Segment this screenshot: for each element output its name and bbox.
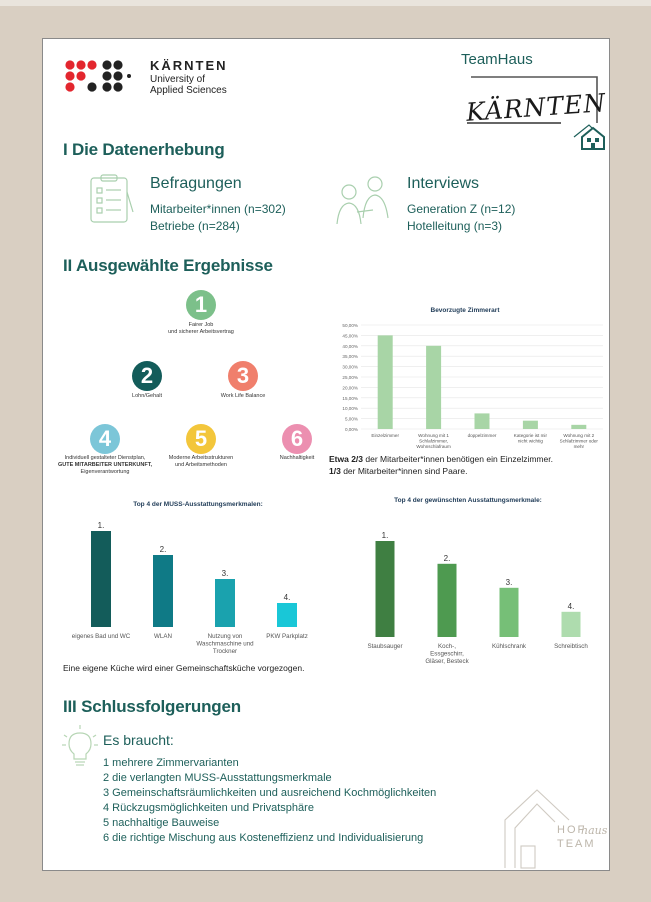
bar-4 (277, 603, 297, 627)
section-2-title: II Ausgewählte Ergebnisse (63, 256, 273, 275)
conclusion-item: 3 Gemeinschaftsräumlichkeiten und ausreichend Kochmöglichkeiten (103, 787, 437, 799)
hofteam-script: haus (581, 824, 608, 837)
wished-features-chart (339, 515, 619, 665)
rank-label: 4. (567, 601, 575, 611)
rank-label: 1. (97, 521, 105, 530)
bar-4 (523, 421, 538, 429)
bar-1 (91, 531, 111, 627)
ranking-label-1 (141, 322, 261, 336)
room-note-bold1: Etwa 2/3 (329, 454, 364, 464)
ranking-circle-2: 2 (132, 361, 162, 391)
bar-1 (378, 335, 393, 429)
y-tick-label: 15,00% (342, 395, 358, 401)
house-badge-icon (579, 125, 607, 151)
lightbulb-icon (60, 723, 100, 767)
category-label: Nutzung von (207, 633, 243, 640)
bar-2 (438, 564, 457, 637)
ranking-label-line: Work Life Balance (220, 393, 266, 399)
hofteam-line1: HOF (557, 824, 587, 836)
ranking-label-line: Lohn/Gehalt (132, 393, 162, 399)
bar-2 (153, 555, 173, 627)
ranking-circle-3: 3 (228, 361, 258, 391)
ranking-circle-1: 1 (186, 290, 216, 320)
rank-label: 2. (443, 553, 451, 563)
ranking-label-line: Moderne Arbeitsstrukturen (168, 455, 234, 461)
y-tick-label: 50,00% (342, 323, 358, 328)
x-tick-label: Wohnschlafraum (416, 443, 451, 449)
wish-chart-title: Top 4 der gewünschten Ausstattungsmerkmale: (394, 497, 542, 504)
muss-features-chart (53, 515, 333, 665)
room-type-chart (319, 313, 609, 453)
ranking-label-line: Fairer Job (188, 322, 214, 328)
section-1-title: I Die Datenerhebung (63, 140, 225, 159)
room-note-rest2: der Mitarbeiter*innen sind Paare. (340, 466, 468, 476)
bar-5 (571, 425, 586, 429)
x-tick-label: Wohnung mit 2 (563, 433, 595, 438)
ranking-label-line: und sicherer Arbeitsvertrag (168, 329, 234, 335)
ranking-circle-5: 5 (186, 424, 216, 454)
bar-3 (215, 579, 235, 627)
interviews-title: Interviews (407, 175, 480, 192)
university-line1: University of (150, 74, 206, 85)
bar-3 (500, 588, 519, 637)
kitchen-note: Eine eigene Küche wird einer Gemeinschaftsküche vorgezogen. (63, 663, 305, 673)
ranking-label-line: GUTE MITARBEITER UNTERKUNFT, (57, 462, 152, 468)
poster (42, 38, 610, 871)
category-label: Staubsauger (367, 643, 403, 650)
y-tick-label: 5,00% (344, 416, 358, 422)
x-tick-label: mehr (573, 443, 585, 449)
surveys-line1: Mitarbeiter*innen (n=302) (150, 202, 286, 216)
conclusion-item: 6 die richtige Mischung aus Kosteneffizienz und Individualisierung (103, 832, 424, 844)
ranking-label-3 (183, 393, 303, 400)
university-logo (63, 58, 243, 100)
rank-label: 2. (159, 545, 167, 554)
y-tick-label: 30,00% (342, 364, 358, 370)
x-tick-label: Kategorie ist mir (513, 433, 548, 438)
y-tick-label: 0,00% (344, 427, 358, 432)
room-note-rest1: der Mitarbeiter*innen benötigen ein Einzelzimmer. (363, 454, 553, 464)
category-label: Essgeschirr, (430, 650, 464, 658)
conclusion-item: 1 mehrere Zimmervarianten (103, 757, 239, 769)
ranking-label-line: Nachhaltigkeit (279, 455, 315, 461)
ranking-circle-4: 4 (90, 424, 120, 454)
x-tick-label: Einzelzimmer (371, 433, 399, 438)
x-tick-label: doppelzimmer (467, 433, 497, 438)
surveys-title: Befragungen (150, 175, 242, 192)
x-tick-label: nicht wichtig (517, 438, 543, 444)
category-label: Trockner (212, 648, 238, 655)
rank-label: 1. (381, 531, 389, 540)
hofteam-logo (499, 784, 609, 870)
y-tick-label: 25,00% (342, 375, 358, 380)
y-tick-label: 40,00% (342, 343, 358, 349)
university-line2: Applied Sciences (150, 85, 227, 96)
clipboard-icon (83, 172, 135, 224)
bar-3 (475, 413, 490, 429)
room-note (329, 453, 609, 477)
section-3-title: III Schlussfolgerungen (63, 697, 241, 716)
university-dots-icon (63, 58, 131, 100)
interviews-line2: Hotelleitung (n=3) (407, 219, 503, 233)
interview-people-icon (333, 172, 393, 228)
x-tick-label: Wohnung mit 1 (418, 433, 450, 438)
x-tick-label: Schlafzimmer, (419, 438, 449, 444)
room-chart-title: Bevorzugte Zimmerart (430, 307, 500, 314)
bar-2 (426, 346, 441, 429)
category-label: Waschmaschine und (196, 640, 254, 648)
category-label: Kühlschrank (491, 643, 527, 650)
rank-label: 3. (505, 577, 513, 587)
ranking-circle-6: 6 (282, 424, 312, 454)
rank-label: 4. (283, 593, 291, 602)
university-name: KÄRNTEN (150, 58, 228, 73)
category-label: WLAN (154, 633, 172, 640)
x-tick-label: Schlafzimmer oder (559, 438, 598, 444)
category-label: Gläser, Besteck (425, 658, 469, 665)
conclusion-item: 4 Rückzugsmöglichkeiten und Privatsphäre (103, 802, 314, 814)
ranking-label-line: und Arbeitsmethoden (175, 462, 227, 468)
category-label: Schreibtisch (554, 643, 588, 650)
y-tick-label: 45,00% (342, 333, 358, 339)
teamhaus-main: KÄRNTEN (465, 88, 608, 127)
conclusions-list (103, 756, 513, 846)
teamhaus-title: TeamHaus (461, 51, 533, 68)
category-label: eigenes Bad und WC (71, 633, 131, 640)
y-tick-label: 20,00% (342, 385, 358, 391)
top-strip (0, 0, 651, 6)
y-tick-label: 10,00% (342, 406, 358, 412)
bar-4 (562, 612, 581, 637)
category-label: PKW Parkplatz (266, 633, 308, 640)
category-label: Koch-, (438, 643, 456, 650)
surveys-line2: Betriebe (n=284) (150, 219, 240, 233)
y-tick-label: 35,00% (342, 354, 358, 360)
ranking-label-line: Individuell gestalteter Dienstplan, (64, 455, 146, 461)
ranking-label-line: Eigenverantwortung (80, 469, 130, 475)
teamhaus-logo (449, 51, 609, 147)
bar-1 (376, 541, 395, 637)
room-note-bold2: 1/3 (329, 466, 341, 476)
needs-title: Es braucht: (103, 732, 174, 748)
muss-chart-title: Top 4 der MUSS-Ausstattungsmerkmalen: (133, 501, 263, 508)
rank-label: 3. (221, 569, 229, 578)
conclusion-item: 2 die verlangten MUSS-Ausstattungsmerkmale (103, 772, 332, 784)
conclusion-item: 5 nachhaltige Bauweise (103, 817, 220, 829)
interviews-line1: Generation Z (n=12) (407, 202, 516, 216)
hofteam-line2: TEAM (557, 838, 596, 850)
